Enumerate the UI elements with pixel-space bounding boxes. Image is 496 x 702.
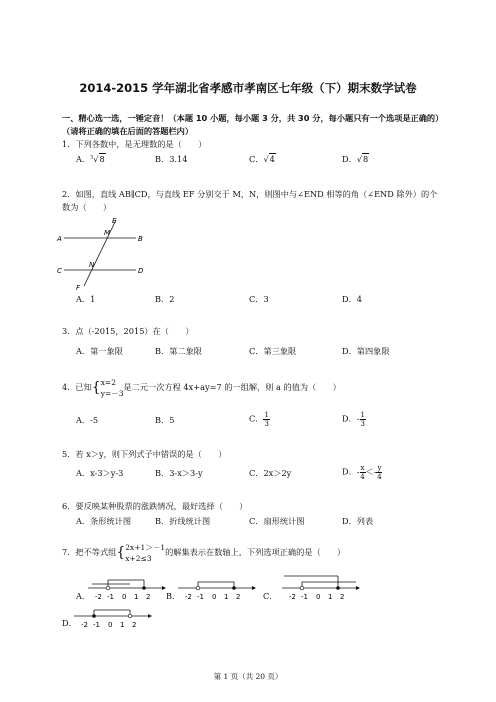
- q3-option-d: D．第四象限: [342, 346, 390, 356]
- question-5-stem: 5．若 x＞y，则下列式子中错误的是（ ）: [62, 449, 227, 459]
- label-e: E: [112, 217, 117, 225]
- q3-option-c: C．第三象限: [249, 346, 297, 356]
- q2-option-c: C．3: [249, 294, 269, 304]
- svg-text:2: 2: [146, 593, 151, 601]
- question-6-stem: 6．要反映某种股票的涨跌情况，最好选择（ ）: [62, 501, 248, 511]
- svg-text:1: 1: [120, 621, 125, 629]
- label-a: A: [57, 235, 62, 243]
- svg-text:0: 0: [122, 593, 127, 601]
- q7-option-d-label: D．: [62, 618, 77, 628]
- label-m: M: [104, 229, 111, 237]
- svg-text:-1: -1: [107, 593, 114, 601]
- q4-option-d: D．- $\frac{1}{3}$: [342, 411, 366, 428]
- q5-option-b: B．3-x＞3-y: [155, 468, 203, 478]
- q7-option-b-label: B．: [166, 591, 181, 601]
- q2-option-d: D．4: [342, 294, 362, 304]
- label-c: C: [57, 267, 62, 275]
- svg-text:1: 1: [224, 593, 229, 601]
- q7-option-b-numberline: [176, 574, 256, 604]
- question-2-stem: 2．如图，直线 AB∥CD，与直线 EF 分别交于 M，N，则图中与∠END 相等的角（∠END 除外）的个数为（ ）: [62, 189, 438, 212]
- label-n: N: [89, 261, 95, 269]
- svg-text:-2: -2: [95, 593, 102, 601]
- q7-option-d-numberline: [72, 602, 152, 632]
- q7-option-c-label: C．: [263, 591, 278, 601]
- svg-text:-1: -1: [93, 621, 100, 629]
- q1-option-b: B．3.14: [155, 154, 188, 164]
- q4-system: x=2 y=－3: [100, 378, 124, 398]
- q5-option-a: A．x-3＞y-3: [76, 468, 124, 478]
- q1-option-d: D．√8: [342, 154, 369, 164]
- svg-text:-1: -1: [197, 593, 204, 601]
- svg-text:1: 1: [328, 593, 333, 601]
- q4-option-c: C． $\frac{1}{3}$: [249, 411, 269, 428]
- question-4-stem: 4．已知{ x=2 y=－3 是二元一次方程 4x+ay=7 的一组解，则 a 的值为（ ）: [62, 378, 341, 398]
- svg-text:-2: -2: [185, 593, 192, 601]
- svg-text:0: 0: [212, 593, 217, 601]
- page-title: 2014-2015 学年湖北省孝感市孝南区七年级（下）期末数学试卷: [79, 81, 417, 95]
- q5-option-d: D．- $\frac{x}{4}$ ＜- $\frac{y}{4}$: [342, 464, 382, 481]
- question-7-stem: 7．把不等式组{ 2x+1＞－1 x+2≤3 的解集表示在数轴上，下列选项正确的是（ ）: [62, 543, 346, 563]
- q6-option-b: B．折线统计图: [155, 516, 211, 526]
- question-1-stem: 1．下列各数中，是无理数的是（ ）: [62, 139, 207, 149]
- q6-option-a: A．条形统计图: [76, 516, 132, 526]
- svg-text:-2: -2: [289, 593, 296, 601]
- label-f: F: [76, 284, 81, 292]
- q7-system: 2x+1＞－1 x+2≤3: [125, 543, 166, 563]
- page-footer: 第 1 页（共 20 页）: [213, 672, 283, 681]
- q2-option-b: B．2: [155, 294, 175, 304]
- question-3-stem: 3．点（-2015，2015）在（ ）: [62, 326, 194, 336]
- q7-option-c-numberline: [280, 570, 360, 604]
- svg-text:1: 1: [134, 593, 139, 601]
- q6-option-c: C．扇形统计图: [249, 516, 305, 526]
- svg-text:2: 2: [236, 593, 241, 601]
- q4-option-b: B．5: [155, 415, 175, 425]
- svg-text:-2: -2: [81, 621, 88, 629]
- svg-text:2: 2: [340, 593, 345, 601]
- q3-option-a: A．第一象限: [76, 346, 123, 356]
- label-d: D: [138, 267, 144, 275]
- parallel-lines-figure: [56, 214, 156, 292]
- q1-option-c: C．√4: [249, 154, 275, 164]
- section-heading: 一、精心选一选，一锤定音！（本题 10 小题，每小题 3 分，共 30 分，每小题只有一个选项是正确的）（请将正确的填在后面的答题栏内）: [62, 113, 440, 136]
- q7-option-a-numberline: [86, 574, 166, 604]
- svg-text:-1: -1: [301, 593, 308, 601]
- q5-option-c: C．2x＞2y: [249, 468, 292, 478]
- svg-text:0: 0: [108, 621, 113, 629]
- svg-text:2: 2: [132, 621, 137, 629]
- q2-option-a: A．1: [76, 294, 96, 304]
- q7-option-a-label: A．: [76, 591, 91, 601]
- q6-option-d: D．列表: [342, 516, 374, 526]
- label-b: B: [138, 235, 143, 243]
- q1-option-a: A．$^3$√8: [76, 154, 105, 164]
- svg-text:0: 0: [316, 593, 321, 601]
- line-ef: [84, 220, 116, 286]
- q3-option-b: B．第二象限: [155, 346, 202, 356]
- q4-option-a: A．-5: [76, 415, 99, 425]
